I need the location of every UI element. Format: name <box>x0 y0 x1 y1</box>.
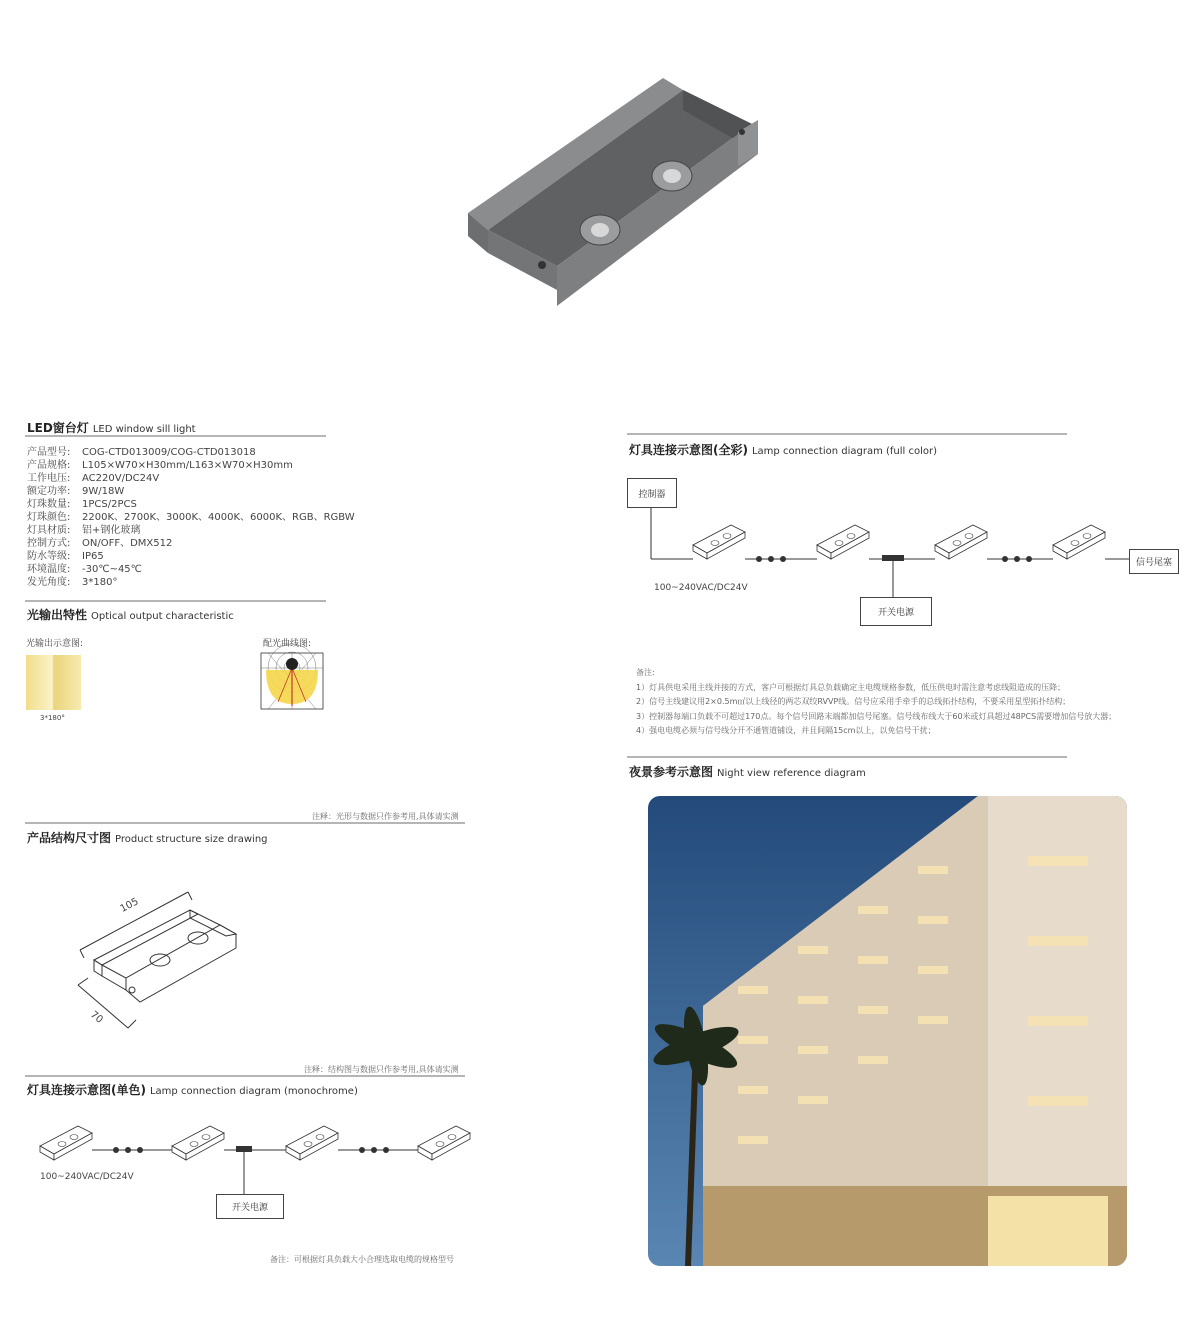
spec-row: 产品规格: L105×W70×H30mm/L163×W70×H30mm <box>27 460 293 471</box>
wiring-note: 3）控制器每端口负载不可超过170点。每个信号回路末端都加信号尾塞。信号线布线大于60米或灯具超过48PCS需要增加信号放大器； <box>636 711 1117 721</box>
spec-row: 灯珠颜色: 2200K、2700K、3000K、4000K、6000K、RGB、RGBW <box>27 512 355 523</box>
divider <box>627 756 1067 758</box>
length-dimension: 105 <box>118 896 141 915</box>
spec-row: 灯具材质: 铝+钢化玻璃 <box>27 525 141 536</box>
divider <box>25 600 326 602</box>
signal-end-box: 信号尾塞 <box>1129 549 1179 574</box>
mono-power-supply-box: 开关电源 <box>216 1194 284 1219</box>
product-hero-image <box>460 70 770 315</box>
spec-row: 产品型号: COG-CTD013009/COG-CTD013018 <box>27 447 256 458</box>
optical-output-label: 光输出示意图: <box>26 639 84 649</box>
wiring-notes-title: 备注: <box>636 668 655 677</box>
mono-voltage-label: 100~240VAC/DC24V <box>40 1172 134 1182</box>
spec-row: 控制方式: ON/OFF、DMX512 <box>27 538 173 549</box>
light-output-swatch <box>26 655 81 710</box>
full-voltage-label: 100~240VAC/DC24V <box>654 583 748 593</box>
optical-title: 光输出特性 Optical output characteristic <box>27 608 234 622</box>
divider <box>25 435 326 437</box>
light-distribution-curve <box>260 652 324 714</box>
wiring-notes <box>636 666 1116 739</box>
divider <box>627 433 1067 435</box>
mono-note: 备注：可根据灯具负载大小合理选取电缆的规格型号 <box>270 1255 454 1264</box>
product-title <box>27 419 196 436</box>
mono-title: 灯具连接示意图(单色) Lamp connection diagram (monochrome) <box>27 1083 358 1097</box>
night-view-title: 夜景参考示意图 Night view reference diagram <box>629 765 866 779</box>
spec-row: 发光角度: 3*180° <box>27 577 118 588</box>
spec-row: 环境温度: -30℃~45℃ <box>27 564 142 575</box>
spec-row: 工作电压: AC220V/DC24V <box>27 473 160 484</box>
night-view-photo <box>648 796 1127 1266</box>
divider <box>25 822 465 824</box>
structure-note: 注释：结构图与数据只作参考用,具体请实测 <box>304 1065 459 1074</box>
light-curve-label: 配光曲线图: <box>263 639 312 649</box>
width-dimension: 70 <box>87 1009 105 1026</box>
product-title-en: LED window sill light <box>92 424 196 435</box>
wiring-note: 4）强电电缆必须与信号线分开不通管道铺设，并且间隔15cm以上，以免信号干扰； <box>636 726 936 735</box>
structure-title: 产品结构尺寸图 Product structure size drawing <box>27 831 268 845</box>
product-title-cn: LED窗台灯 <box>27 421 89 435</box>
wiring-note: 1）灯具供电采用主线并接的方式，客户可根据灯具总负载确定主电缆规格参数，低压供电时需注意考虑线阻造成的压降； <box>636 682 1066 692</box>
wiring-note: 2）信号主线建议用2×0.5m㎡以上线径的两芯双绞RVVP线。信号应采用手牵手的总线拓扑结构，不要采用星型拓扑结构； <box>636 697 1071 706</box>
spec-row: 额定功率: 9W/18W <box>27 486 125 497</box>
controller-box: 控制器 <box>627 478 677 508</box>
optical-note: 注释：光形与数据只作参考用,具体请实测 <box>312 812 459 821</box>
divider <box>25 1075 465 1077</box>
full-color-title: 灯具连接示意图(全彩) Lamp connection diagram (full color) <box>629 443 938 457</box>
spec-row: 灯珠数量: 1PCS/2PCS <box>27 499 137 510</box>
full-power-supply-box: 开关电源 <box>860 597 932 626</box>
beam-angle-label: 3*180° <box>40 714 65 722</box>
spec-list <box>27 446 355 589</box>
spec-row: 防水等级: IP65 <box>27 551 104 562</box>
